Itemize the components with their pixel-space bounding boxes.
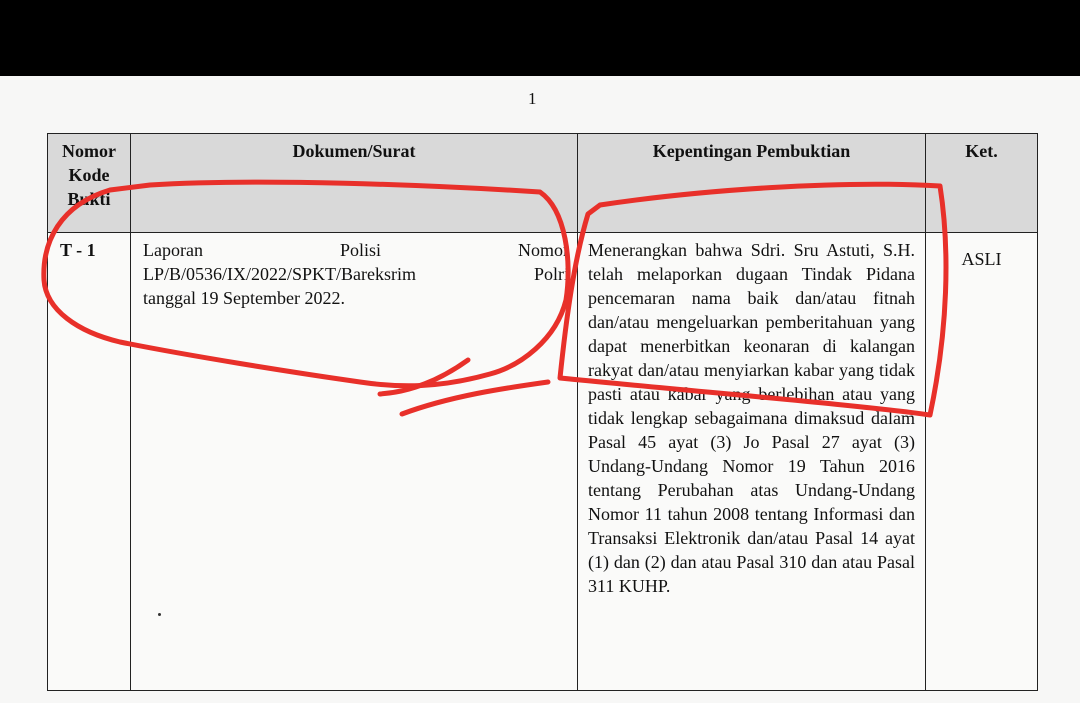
header-kepentingan-pembuktian: Kepentingan Pembuktian <box>578 134 926 233</box>
cell-ket: ASLI <box>926 233 1038 691</box>
cell-kepentingan: Menerangkan bahwa Sdri. Sru Astuti, S.H. telah melaporkan dugaan Tindak Pidana pencemaran nama baik dan/atau fitnah dan/atau mengeluarkan pemberitahuan yang dapat menerbitkan keonaran di kalangan rakyat dan/atau menyiarkan kabar yang tidak pasti atau kabar yang berlebihan atau yang tidak lengkap sebagaimana dimaksud dalam Pasal 45 ayat (3) Jo Pasal 27 ayat (3) Undang-Undang Nomor 19 Tahun 2016 tentang Perubahan atas Undang-Undang Nomor 11 tahun 2008 tentang Informasi dan Transaksi Elektronik dan/atau Pasal 14 ayat (1) dan (2) dan atau Pasal 310 dan atau Pasal 311 KUHP. <box>578 233 926 691</box>
header-dokumen-surat: Dokumen/Surat <box>131 134 578 233</box>
table-row <box>48 233 1038 691</box>
document-word: Polisi <box>339 240 381 260</box>
header-nomor-kode-bukti: Nomor Kode Bukti <box>48 134 131 233</box>
page-number: 1 <box>528 89 537 108</box>
document-word: Nomor <box>518 240 569 260</box>
cell-document <box>131 233 578 691</box>
table-header-row <box>48 134 1038 233</box>
top-black-bar <box>0 0 1080 76</box>
document-line-2 <box>143 262 569 286</box>
document-line-1 <box>143 238 569 262</box>
report-agency: Polri <box>533 264 569 284</box>
document-word: Laporan <box>143 240 203 260</box>
cell-evidence-code: T - 1 <box>48 233 131 691</box>
paper-speck <box>158 613 161 616</box>
evidence-table <box>47 133 1038 691</box>
document-date: tanggal 19 September 2022. <box>143 288 345 308</box>
header-ket: Ket. <box>926 134 1038 233</box>
report-number: LP/B/0536/IX/2022/SPKT/Bareksrim <box>143 264 417 284</box>
